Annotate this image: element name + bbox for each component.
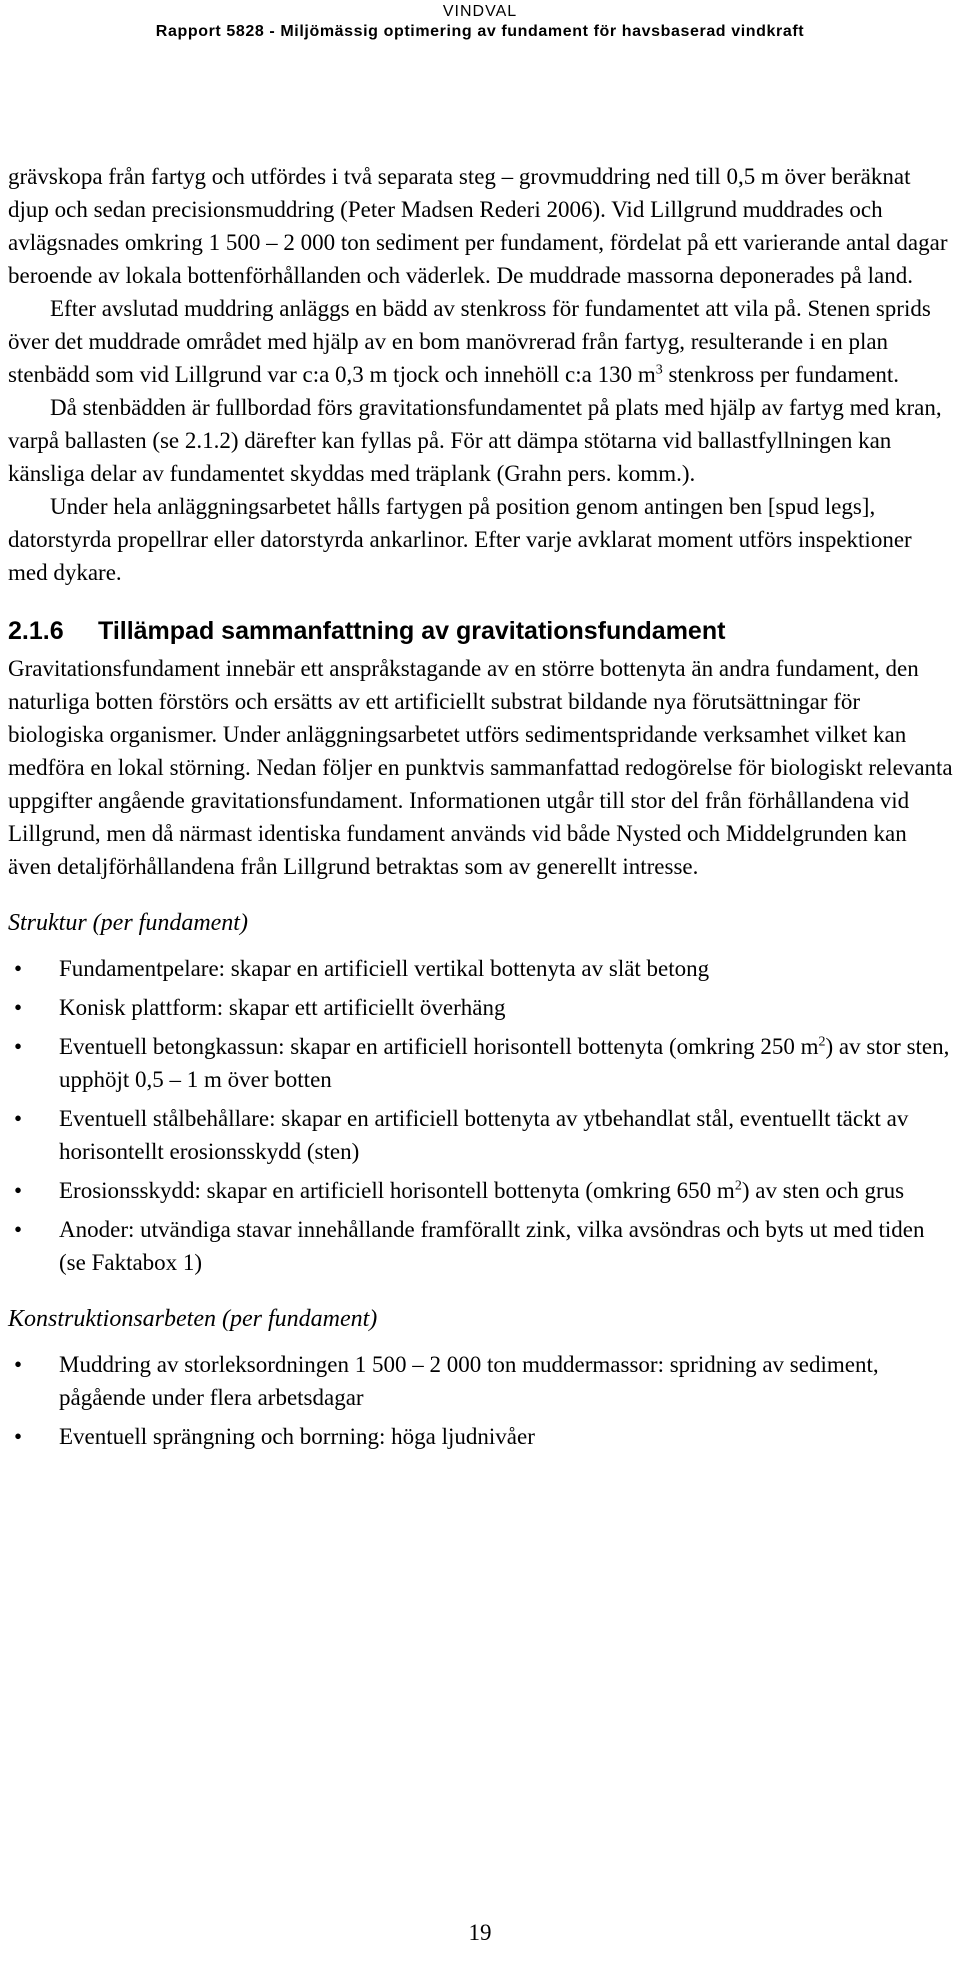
struktur-list bbox=[8, 952, 954, 1279]
list-item: • Muddring av storleksordningen 1 500 – 2 000 ton muddermassor: spridning av sediment, pågående under flera arbetsdagar bbox=[8, 1348, 954, 1414]
header-report-title: Rapport 5828 - Miljömässig optimering av fundament för havsbaserad vindkraft bbox=[155, 23, 805, 40]
list-item: • Eventuell stålbehållare: skapar en artificiell bottenyta av ytbehandlat stål, eventuellt täckt av horisontellt erosionsskydd (sten) bbox=[8, 1102, 954, 1168]
list-item: • Anoder: utvändiga stavar innehållande framförallt zink, vilka avsöndras och byts ut med tiden (se Faktabox 1) bbox=[8, 1213, 954, 1279]
bullet-icon: • bbox=[14, 1178, 23, 1203]
section-title: Tillämpad sammanfattning av gravitationsfundament bbox=[98, 617, 726, 645]
bullet-icon: • bbox=[14, 1106, 23, 1131]
section-heading bbox=[8, 614, 954, 648]
body-paragraph-3: Då stenbädden är fullbordad förs gravitationsfundamentet på plats med hjälp av fartyg med kran, varpå ballasten (se 2.1.2) därefter kan fyllas på. För att dämpa stötarna vid ballastfyllningen kan känsliga delar av fundamentet skyddas med träplank (Grahn pers. komm.). bbox=[8, 395, 942, 486]
header-org: VINDVAL bbox=[442, 3, 518, 20]
bullet-icon: • bbox=[14, 1217, 23, 1242]
struktur-heading: Struktur (per fundament) bbox=[8, 910, 248, 936]
bullet-icon: • bbox=[14, 1424, 23, 1449]
document-body bbox=[8, 160, 954, 1459]
bullet-icon: • bbox=[14, 1034, 23, 1059]
p2-text-before: Efter avslutad muddring anläggs en bädd av stenkross för fundamentet att vila på. Stenen sprids över det muddrade området med hjälp av en bom manövrerad från fartyg, resulterande i en plan stenbädd som vid Lillgrund var c:a 0,3 m tjock och innehöll c:a 130 m bbox=[8, 296, 931, 387]
body-paragraph-1: grävskopa från fartyg och utfördes i två separata steg – grovmuddring ned till 0,5 m över beräknat djup och sedan precisionsmuddring (Peter Madsen Rederi 2006). Vid Lillgrund muddrades och avlägsnades omkring 1 500 – 2 000 ton sediment per fundament, fördelat på ett varierande antal dagar beroende av lokala bottenförhållanden och väderlek. De muddrade massorna deponerades på land. bbox=[8, 164, 948, 288]
section-paragraph: Gravitationsfundament innebär ett anspråkstagande av en större bottenyta än andra fundament, den naturliga botten förstörs och ersätts av ett artificiellt substrat bildande nya förutsättningar för biologiska organismer. Under anläggningsarbetet utförs sedimentspridande verksamhet vilket kan medföra en lokal störning. Nedan följer en punktvis sammanfattad redogörelse för biologiskt relevanta uppgifter angående gravitationsfundament. Informationen utgår till stor del från förhållandena vid Lillgrund, men då närmast identiska fundament används vid både Nysted och Middelgrunden kan även detaljförhållandena från Lillgrund betraktas som av generellt intresse. bbox=[8, 656, 953, 879]
bullet-icon: • bbox=[14, 956, 23, 981]
konstruktion-list bbox=[8, 1348, 954, 1453]
section-number: 2.1.6 bbox=[8, 617, 64, 645]
list-item: • Eventuell sprängning och borrning: höga ljudnivåer bbox=[8, 1420, 954, 1453]
konstruktion-heading: Konstruktionsarbeten (per fundament) bbox=[8, 1306, 378, 1332]
list-item: • Fundamentpelare: skapar en artificiell vertikal bottenyta av slät betong bbox=[8, 952, 954, 985]
list-item: • Konisk plattform: skapar ett artificiellt överhäng bbox=[8, 991, 954, 1024]
bullet-icon: • bbox=[14, 995, 23, 1020]
p2-superscript: 3 bbox=[655, 362, 663, 378]
page-number: 19 bbox=[468, 1920, 492, 1945]
body-paragraph-4: Under hela anläggningsarbetet hålls fartygen på position genom antingen ben [spud legs], datorstyrda propellrar eller datorstyrda ankarlinor. Efter varje avklarat moment utförs inspektioner med dykare. bbox=[8, 494, 912, 585]
page-header bbox=[0, 0, 960, 42]
body-paragraph-2 bbox=[8, 292, 954, 391]
bullet-icon: • bbox=[14, 1352, 23, 1377]
list-item: • Eventuell betongkassun: skapar en artificiell horisontell bottenyta (omkring 250 $m^2$) av stor sten, upphöjt 0,5 – 1 m över botten bbox=[8, 1030, 954, 1096]
p2-text-after: stenkross per fundament. bbox=[662, 362, 900, 387]
list-item: • Erosionsskydd: skapar en artificiell horisontell bottenyta (omkring 650 $m^2$) av sten och grus bbox=[8, 1174, 954, 1207]
